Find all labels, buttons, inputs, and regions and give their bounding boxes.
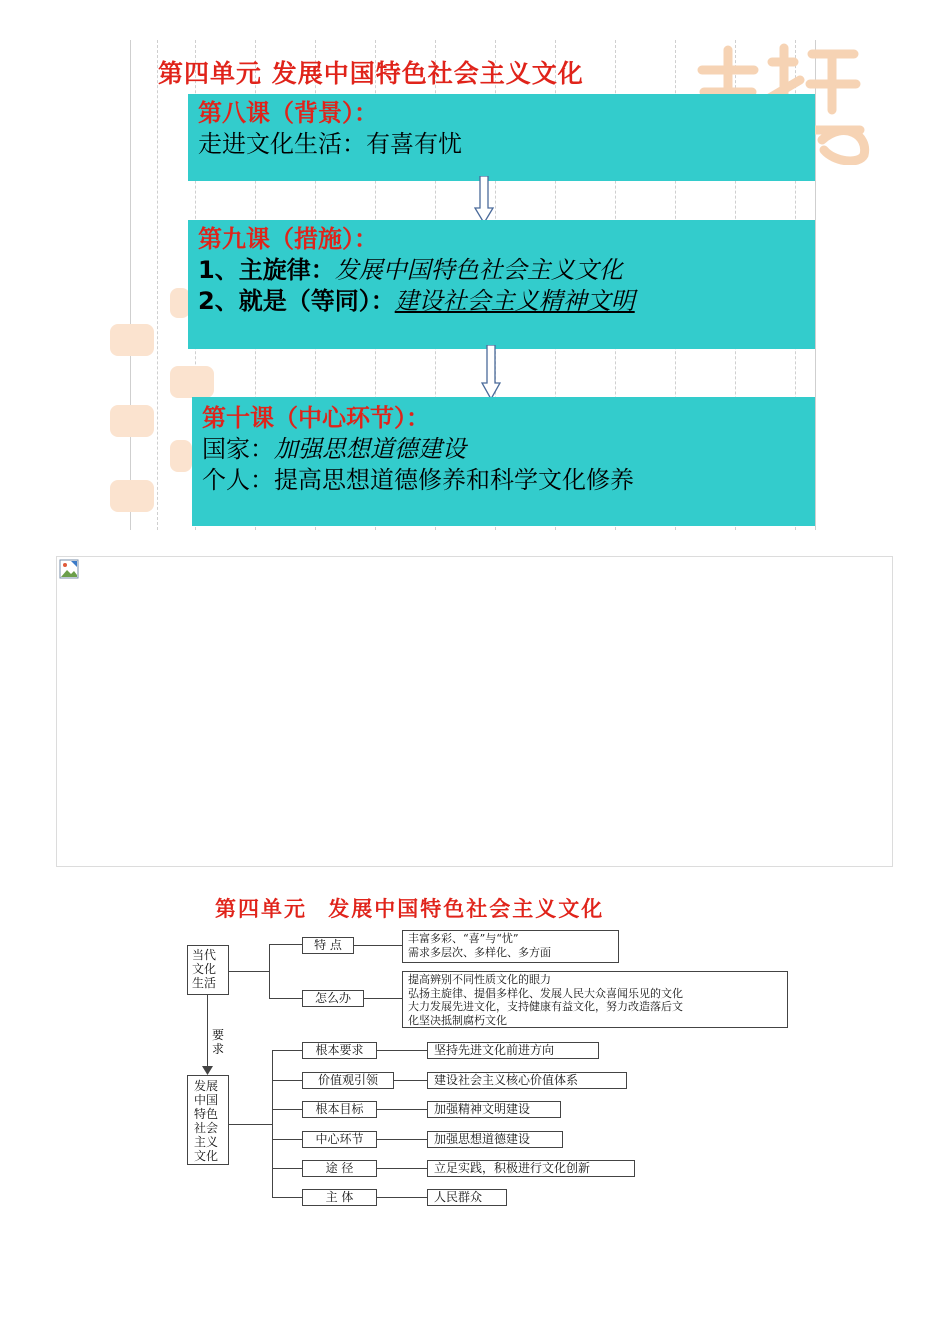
broken-image-icon — [59, 559, 79, 579]
decorative-stamp — [110, 324, 154, 356]
lesson9-box — [188, 220, 815, 349]
root-box-contemporary-culture: 当代文化生活 — [187, 945, 229, 995]
lesson8-line1: 走进文化生活：有喜有忧 — [198, 130, 462, 158]
decorative-stamp — [170, 288, 190, 318]
lesson8-heading: 第八课（背景）： — [198, 99, 378, 127]
branch-label-what-to-do: 怎么办 — [302, 990, 364, 1007]
decorative-stamp — [110, 405, 154, 437]
decorative-stamp — [110, 480, 154, 512]
branch-label-approach: 途 径 — [302, 1160, 377, 1177]
branch-label-subject: 主 体 — [302, 1189, 377, 1206]
link-label-requirement: 要求 — [212, 1028, 225, 1056]
concept-map-title: 第四单元 发展中国特色社会主义文化 — [215, 897, 605, 921]
lesson9-heading: 第九课（措施）： — [198, 225, 378, 253]
lesson9-line1-emph: 发展中国特色社会主义文化 — [334, 256, 623, 284]
root-box-develop-socialist-culture: 发展中国特色社会主义文化 — [187, 1075, 229, 1165]
lesson9-line1-prefix: 1、主旋律： — [198, 256, 335, 284]
branch-text-approach: 立足实践，积极进行文化创新 — [427, 1160, 635, 1177]
branch-text-features: 丰富多彩、“喜”与“忧” 需求多层次、多样化、多方面 — [402, 930, 619, 963]
down-arrow-icon — [474, 176, 494, 224]
branch-text-what-to-do: 提高辨别不同性质文化的眼力 弘扬主旋律、提倡多样化、发展人民大众喜闻乐见的文化 大力发展先进文化，支持健康有益文化，努力改造落后文 化坚决抵制腐朽文化 — [402, 971, 788, 1028]
lesson10-line1-prefix: 国家： — [202, 435, 274, 463]
decorative-stamp — [170, 366, 214, 398]
lesson10-heading: 第十课（中心环节）： — [202, 404, 430, 432]
lesson8-box — [188, 94, 815, 181]
decorative-stamp — [170, 440, 192, 472]
branch-text-basic-goal: 加强精神文明建设 — [427, 1101, 561, 1118]
branch-text-subject: 人民群众 — [427, 1189, 507, 1206]
branch-label-features: 特 点 — [302, 937, 354, 954]
branch-label-central-link: 中心环节 — [302, 1131, 377, 1148]
lesson10-box — [192, 397, 815, 526]
lesson10-line1-emph: 加强思想道德建设 — [274, 435, 466, 463]
branch-text-basic-requirement: 坚持先进文化前进方向 — [427, 1042, 599, 1059]
down-arrow-icon — [481, 345, 501, 400]
branch-text-value-guidance: 建设社会主义核心价值体系 — [427, 1072, 627, 1089]
branch-text-central-link: 加强思想道德建设 — [427, 1131, 563, 1148]
image-placeholder — [56, 556, 893, 867]
lesson10-line2: 个人：提高思想道德修养和科学文化修养 — [202, 466, 634, 494]
branch-label-value-guidance: 价值观引领 — [302, 1072, 394, 1089]
branch-label-basic-goal: 根本目标 — [302, 1101, 377, 1118]
unit-title: 第四单元 发展中国特色社会主义文化 — [158, 59, 584, 88]
lesson9-line2-prefix: 2、就是（等同）： — [198, 287, 395, 315]
arrowhead-icon — [202, 1066, 213, 1075]
lesson9-line2-emph: 建设社会主义精神文明 — [394, 287, 635, 315]
branch-label-basic-requirement: 根本要求 — [302, 1042, 377, 1059]
